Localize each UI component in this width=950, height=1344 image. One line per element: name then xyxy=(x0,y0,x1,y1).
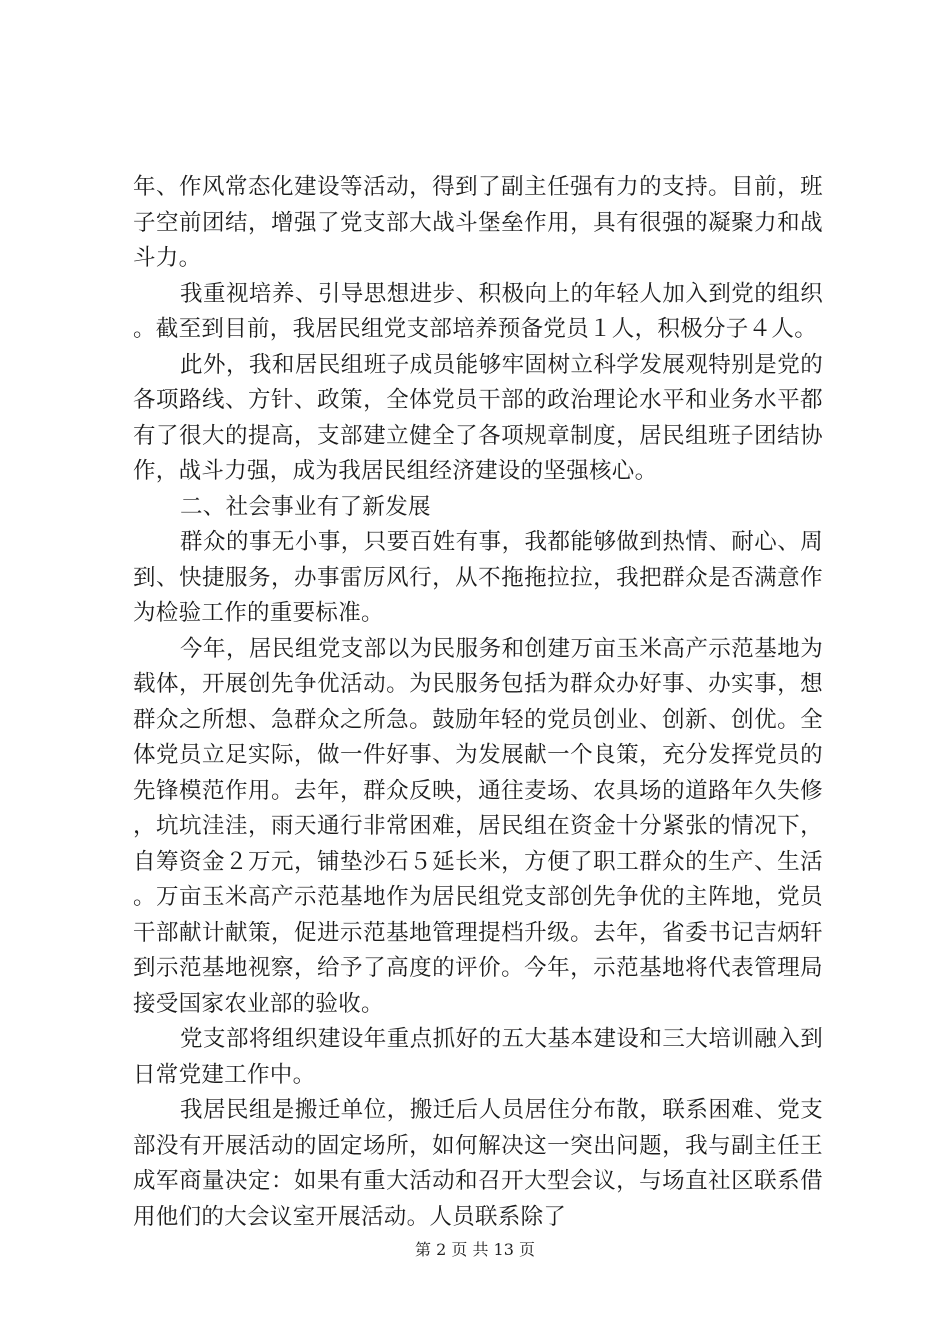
paragraph: 此外，我和居民组班子成员能够牢固树立科学发展观特别是党的各项路线、方针、政策，全体党员干部的政治理论水平和业务水平都有了很大的提高，支部建立健全了各项规章制度，居民组班子团结协作，战斗力强，成为我居民组经济建设的坚强核心。 xyxy=(133,351,823,484)
paragraph: 我重视培养、引导思想进步、积极向上的年轻人加入到党的组织。截至到目前，我居民组党支部培养预备党员１人，积极分子４人。 xyxy=(133,280,823,342)
paragraph: 今年，居民组党支部以为民服务和创建万亩玉米高产示范基地为载体，开展创先争优活动。为民服务包括为群众办好事、办实事，想群众之所想、急群众之所急。鼓励年轻的党员创业、创新、创优。全体党员立足实际，做一件好事、为发展献一个良策，充分发挥党员的先锋模范作用。去年，群众反映，通往麦场、农具场的道路年久失修，坑坑洼洼，雨天通行非常困难，居民组在资金十分紧张的情况下，自筹资金２万元，铺垫沙石５延长米，方便了职工群众的生产、生活。万亩玉米高产示范基地作为居民组党支部创先争优的主阵地，党员干部献计献策，促进示范基地管理提档升级。去年，省委书记吉炳轩到示范基地视察，给予了高度的评价。今年，示范基地将代表管理局接受国家农业部的验收。 xyxy=(133,635,823,1017)
paragraph: 群众的事无小事，只要百姓有事，我都能够做到热情、耐心、周到、快捷服务，办事雷厉风行，从不拖拖拉拉，我把群众是否满意作为检验工作的重要标准。 xyxy=(133,529,823,626)
paragraph: 我居民组是搬迁单位，搬迁后人员居住分布散，联系困难、党支部没有开展活动的固定场所，如何解决这一突出问题，我与副主任王成军商量决定：如果有重大活动和召开大型会议，与场直社区联系借用他们的大会议室开展活动。人员联系除了 xyxy=(133,1097,823,1230)
paragraph-continuation: 年、作风常态化建设等活动，得到了副主任强有力的支持。目前，班子空前团结，增强了党支部大战斗堡垒作用，具有很强的凝聚力和战斗力。 xyxy=(133,174,823,271)
paragraph: 党支部将组织建设年重点抓好的五大基本建设和三大培训融入到日常党建工作中。 xyxy=(133,1026,823,1088)
document-body xyxy=(133,170,823,1235)
page-number-footer: 第 2 页 共 13 页 xyxy=(415,1240,535,1259)
section-heading: 二、社会事业有了新发展 xyxy=(180,493,431,520)
